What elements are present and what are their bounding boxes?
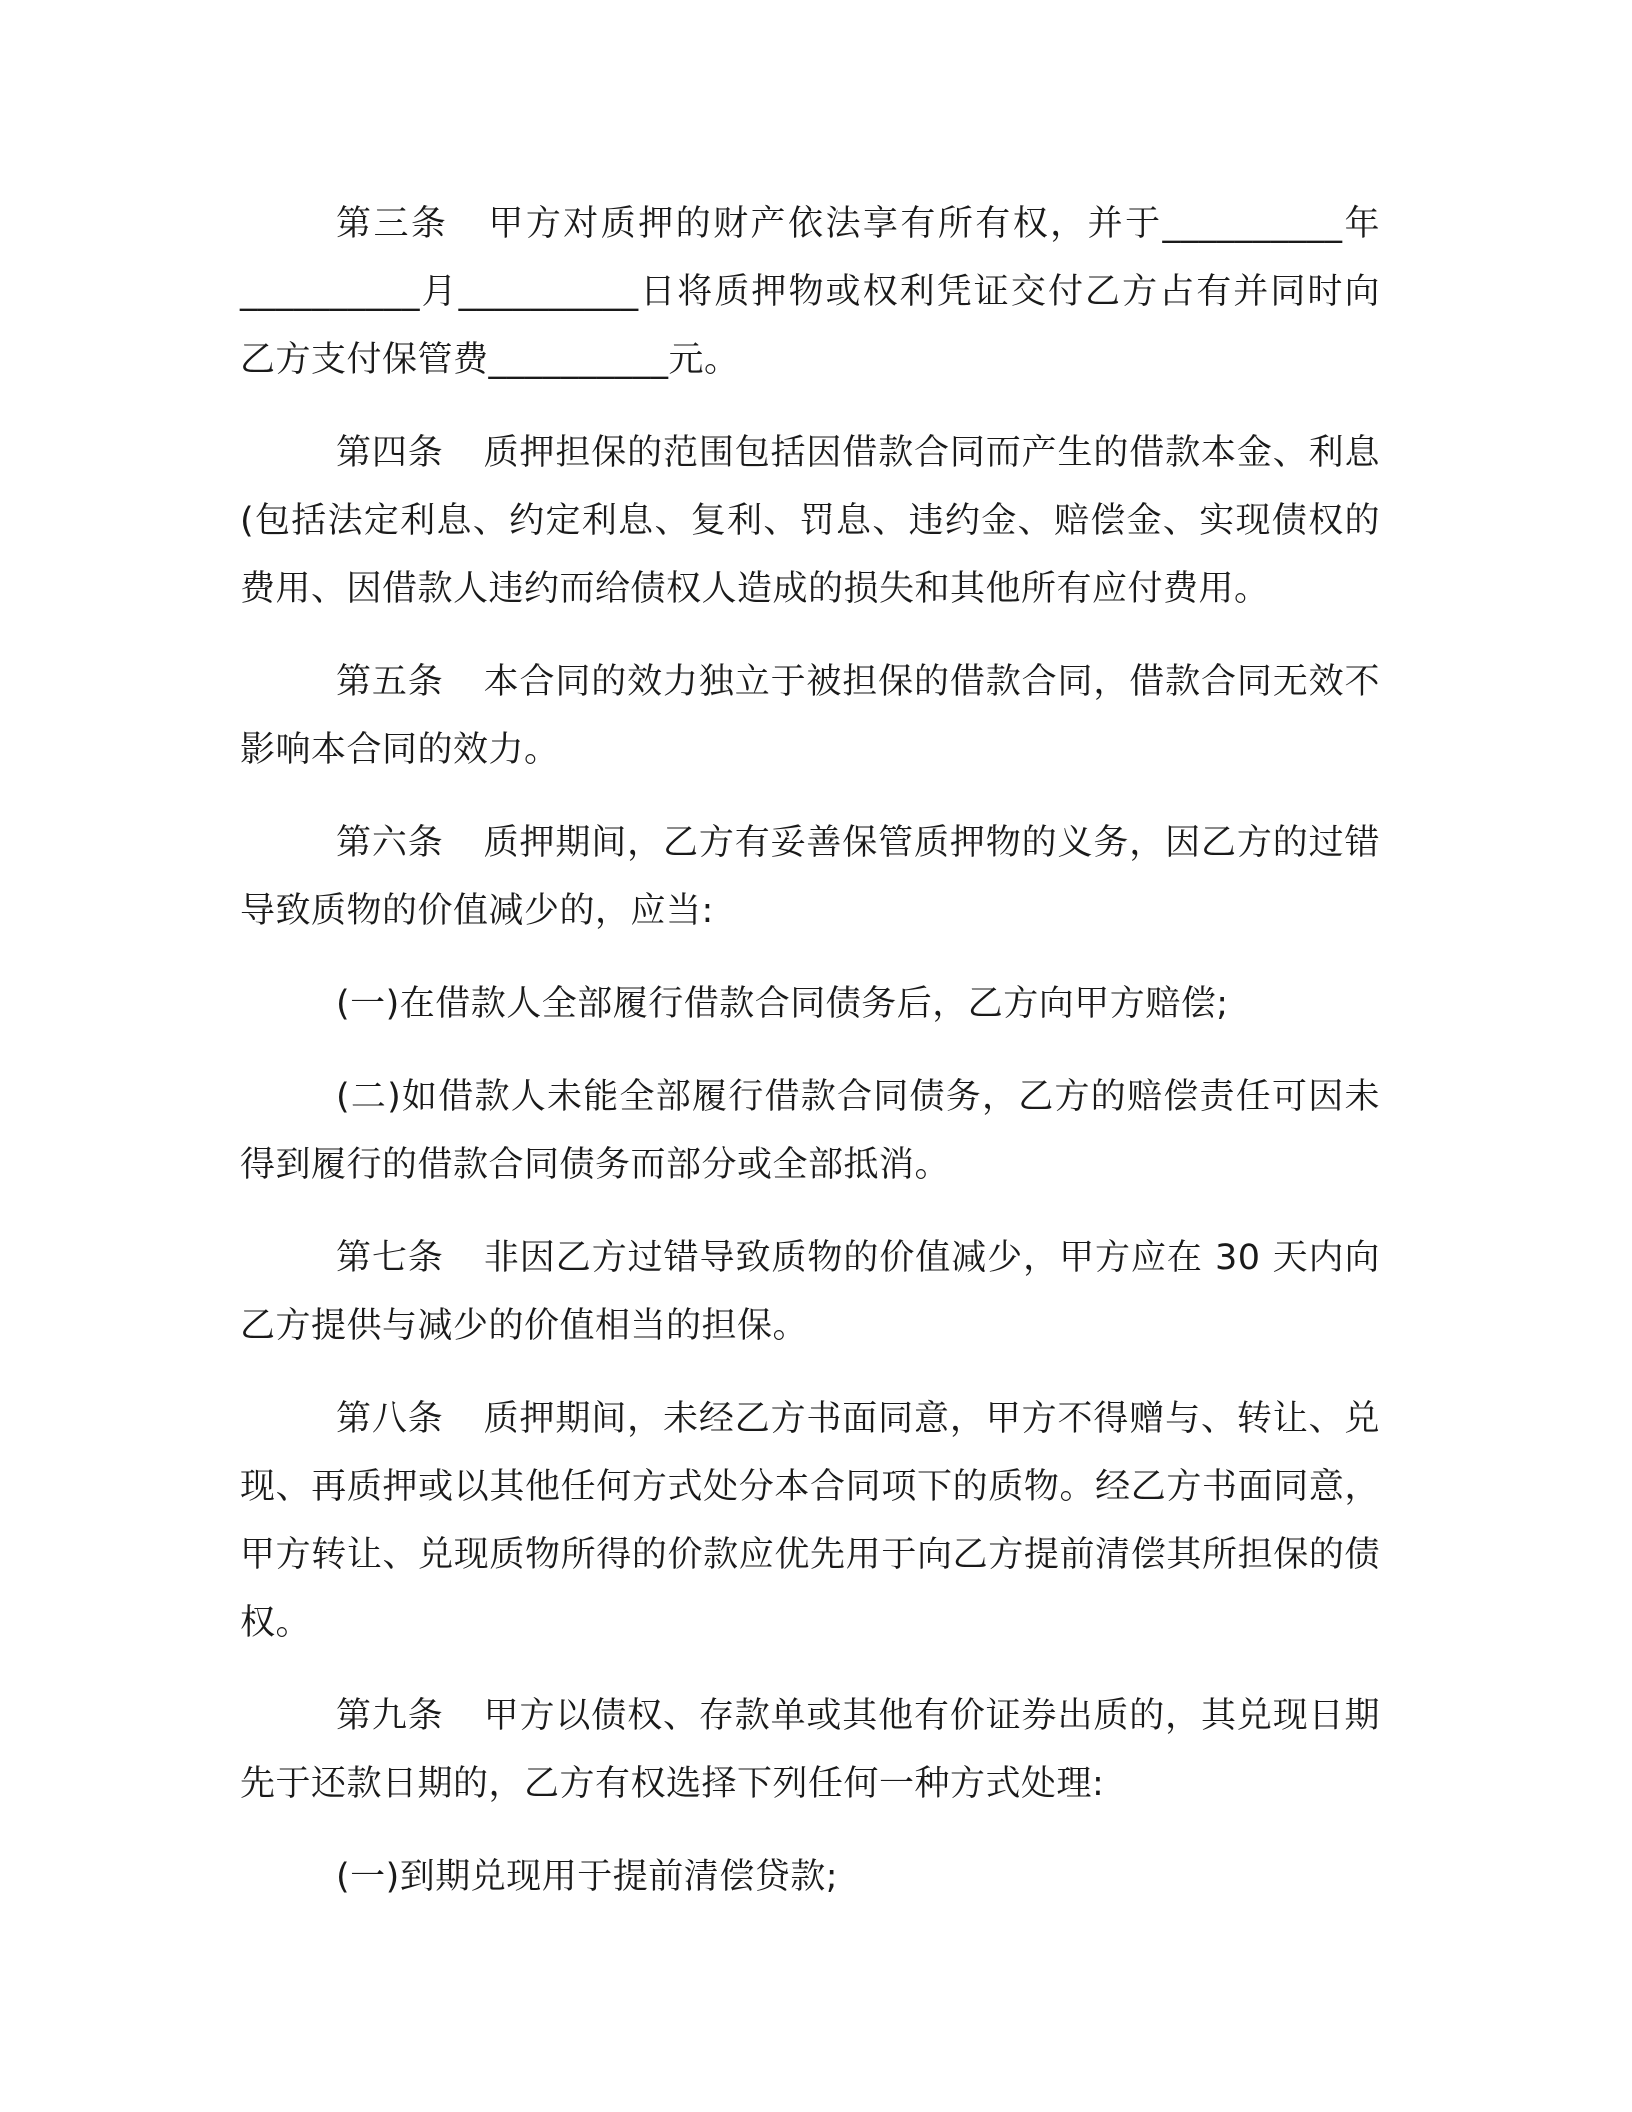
item-text: (一)在借款人全部履行借款合同债务后，乙方向甲方赔偿;: [336, 984, 1229, 1024]
article-9-item-1: [240, 1843, 1380, 1911]
article-6: [240, 809, 1380, 945]
article-6-item-2: [240, 1063, 1380, 1199]
article-8: [240, 1385, 1380, 1657]
article-label: 第四条: [336, 433, 444, 473]
article-9: [240, 1682, 1380, 1818]
article-text: 非因乙方过错导致质物的价值减少，甲方应在 30 天内向乙方提供与减少的价值相当的担保。: [240, 1238, 1380, 1346]
article-label: 第六条: [336, 823, 444, 863]
article-5: [240, 648, 1380, 784]
article-text: 甲方以债权、存款单或其他有价证券出质的，其兑现日期先于还款日期的，乙方有权选择下列任何一种方式处理:: [240, 1696, 1380, 1804]
article-text: 甲方对质押的财产依法享有所有权，并于__________年__________月__________日将质押物或权利凭证交付乙方占有并同时向乙方支付保管费__________元。: [240, 204, 1380, 380]
article-label: 第五条: [336, 662, 444, 702]
article-text: 质押期间，乙方有妥善保管质押物的义务，因乙方的过错导致质物的价值减少的，应当:: [240, 823, 1380, 931]
item-text: (二)如借款人未能全部履行借款合同债务，乙方的赔偿责任可因未得到履行的借款合同债务而部分或全部抵消。: [240, 1077, 1380, 1185]
article-7: [240, 1224, 1380, 1360]
article-3: [240, 190, 1380, 394]
article-4: [240, 419, 1380, 623]
article-label: 第七条: [336, 1238, 444, 1278]
article-label: 第九条: [336, 1696, 444, 1736]
article-6-item-1: [240, 970, 1380, 1038]
article-label: 第三条: [336, 204, 449, 244]
article-label: 第八条: [336, 1399, 444, 1439]
item-text: (一)到期兑现用于提前清偿贷款;: [336, 1857, 839, 1897]
article-text: 本合同的效力独立于被担保的借款合同，借款合同无效不影响本合同的效力。: [240, 662, 1380, 770]
article-text: 质押担保的范围包括因借款合同而产生的借款本金、利息(包括法定利息、约定利息、复利、罚息、违约金、赔偿金、实现债权的费用、因借款人违约而给债权人造成的损失和其他所有应付费用。: [240, 433, 1380, 609]
document-page: [240, 190, 1380, 1936]
article-text: 质押期间，未经乙方书面同意，甲方不得赠与、转让、兑现、再质押或以其他任何方式处分本合同项下的质物。经乙方书面同意，甲方转让、兑现质物所得的价款应优先用于向乙方提前清偿其所担保的债权。: [240, 1399, 1380, 1643]
